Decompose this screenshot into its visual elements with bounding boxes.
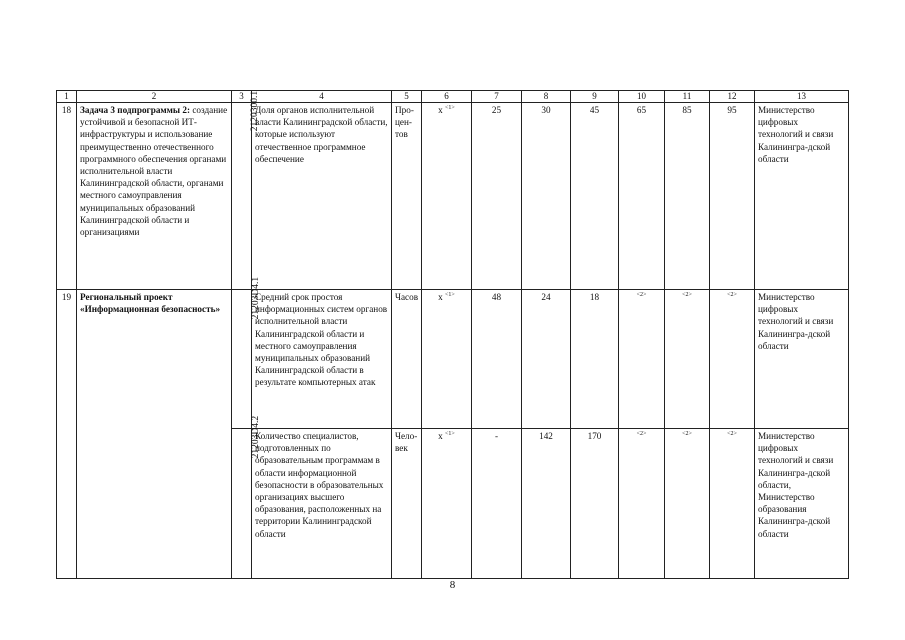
header-cell: 11	[665, 91, 710, 103]
value-c11: 85	[665, 103, 710, 290]
value-c7: -	[472, 429, 522, 579]
indicator-name: Количество специалистов, подготовленных по образовательным программам в области информационной безопасности в образовательных организациях высшего образования, расположенных на территории Калининградской области	[252, 429, 392, 579]
header-cell: 3	[232, 91, 252, 103]
responsible-cell: Министерство цифровых технологий и связи Калинингра-дской области	[755, 290, 849, 429]
value-c9: 170	[571, 429, 619, 579]
value-c12: 95	[710, 103, 755, 290]
table-row	[57, 290, 849, 429]
value-c8: 142	[522, 429, 571, 579]
indicators-table	[56, 90, 849, 579]
value-c12: <2>	[710, 290, 755, 429]
indicator-code: 2120300.1	[250, 90, 261, 132]
header-cell: 6	[422, 91, 472, 103]
value-c10: 65	[619, 103, 665, 290]
page-number: 8	[449, 579, 456, 591]
task-text: Региональный проект «Информационная безопасность»	[80, 292, 221, 315]
header-cell: 12	[710, 91, 755, 103]
value-c9: 45	[571, 103, 619, 290]
responsible-cell: Министерство цифровых технологий и связи Калинингра-дской области, Министерство образования Калинингра-дской области	[755, 429, 849, 579]
value-c9: 18	[571, 290, 619, 429]
header-cell: 5	[392, 91, 422, 103]
value-c11: <2>	[665, 429, 710, 579]
value-c11: <2>	[665, 290, 710, 429]
header-cell: 8	[522, 91, 571, 103]
value-c12: <2>	[710, 429, 755, 579]
indicator-code: 21203D4.2	[251, 415, 262, 459]
task-text: создание устойчивой и безопасной ИТ-инфраструктуры и использование преимущественно отечественного программного обеспечения органами исполнительной власти Калининградской области, органами местного самоуправления муниципальных образований Калининградской области и организациями	[80, 105, 228, 238]
task-cell	[77, 103, 232, 290]
header-cell: 1	[57, 91, 77, 103]
unit-cell: Часов	[392, 290, 422, 429]
row-number: 18	[57, 103, 77, 290]
value-c7: 48	[472, 290, 522, 429]
value-c6: x $^{<1>}$	[422, 429, 472, 579]
code-cell	[232, 415, 262, 579]
header-cell: 7	[472, 91, 522, 103]
value-c8: 24	[522, 290, 571, 429]
code-cell	[232, 276, 262, 429]
task-cell	[77, 290, 232, 579]
unit-cell: Чело-век	[392, 429, 422, 579]
row-number: 19	[57, 290, 77, 579]
column-number-row	[57, 91, 849, 103]
responsible-cell: Министерство цифровых технологий и связи Калинингра-дской области	[755, 103, 849, 290]
table-row	[57, 103, 849, 290]
header-cell: 9	[571, 91, 619, 103]
header-cell: 13	[755, 91, 849, 103]
unit-cell: Про-цен-тов	[392, 103, 422, 290]
header-cell: 10	[619, 91, 665, 103]
value-c10: <2>	[619, 429, 665, 579]
indicator-code: 21203D4.1	[251, 276, 262, 320]
value-c8: 30	[522, 103, 571, 290]
code-cell	[232, 90, 261, 290]
value-c6: x $^{<1>}$	[422, 103, 472, 290]
indicator-name: Средний срок простоя информационных систем органов исполнительной власти Калининградской области и местного самоуправления муниципальных образований Калининградской области в результате компьютерных атак	[252, 290, 392, 429]
value-c7: 25	[472, 103, 522, 290]
indicator-name: Доля органов исполнительной власти Калининградской области, которые используют отечественное программное обеспечение	[252, 103, 392, 290]
task-title: Задача 3 подпрограммы 2:	[80, 105, 191, 115]
value-c10: <2>	[619, 290, 665, 429]
header-cell: 4	[252, 91, 392, 103]
value-c6: x $^{<1>}$	[422, 290, 472, 429]
header-cell: 2	[77, 91, 232, 103]
